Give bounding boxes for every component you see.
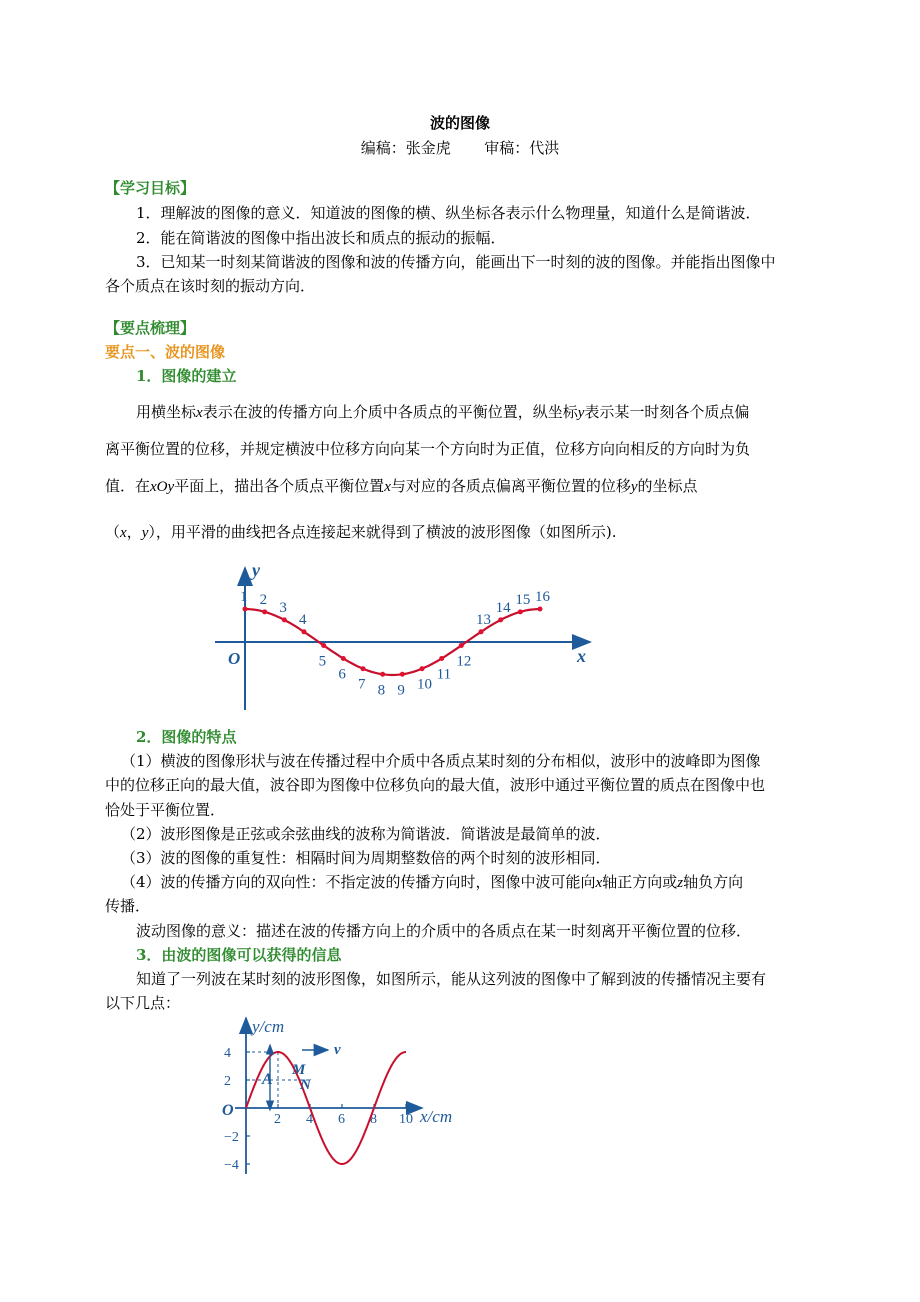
wave-point <box>479 629 484 634</box>
origin-label: O <box>228 649 241 668</box>
feature-line: （1）横波的图像形状与波在传播过程中介质中各质点某时刻的分布相似，波形中的波峰即为图像 <box>121 752 761 770</box>
origin-label: O <box>222 1102 234 1119</box>
feature-line: 恰处于平衡位置． <box>105 801 226 819</box>
wave-point-label: 4 <box>299 611 307 628</box>
wave-point-label: 2 <box>259 591 268 608</box>
wave-point-label: 16 <box>535 589 550 605</box>
paragraph-line: 离平衡位置的位移，并规定横波中位移方向向某一个方向时为正值，位移方向向相反的方向时为负 <box>105 440 751 458</box>
wave-point <box>400 672 405 677</box>
y-tick-label: 4 <box>224 1046 231 1061</box>
goal-item: 1．理解波的图像的意义．知道波的图像的横、纵坐标各表示什么物理量，知道什么是简谐波． <box>136 204 761 222</box>
wave-point <box>439 656 444 661</box>
summary-heading: 【要点梳理】 <box>105 319 196 337</box>
paragraph-line: 值．在xOy平面上，描出各个质点平衡位置x与对应的各质点偏离平衡位置的位移y的坐标点 <box>105 477 698 495</box>
goal-item: 3．已知某一时刻某简谐波的图像和波的传播方向，能画出下一时刻的波的图像。并能指出图像中 <box>136 253 776 271</box>
paragraph-line: （x，y），用平滑的曲线把各点连接起来就得到了横波的波形图像（如图所示). <box>105 523 617 541</box>
wave-point-label: 13 <box>476 611 491 628</box>
wave-figure-1 <box>210 560 600 720</box>
wave-point <box>341 656 346 661</box>
wave-figure-2 <box>210 1012 470 1182</box>
y-tick-label: 2 <box>224 1074 231 1089</box>
wave-point <box>302 629 307 634</box>
x-tick-label: 10 <box>399 1112 413 1127</box>
point-n-label: N <box>300 1077 311 1093</box>
wave-point <box>459 643 464 648</box>
wave-point <box>321 643 326 648</box>
feature-line: 传播． <box>105 897 151 915</box>
feature-line: （3）波的图像的重复性：相隔时间为周期整数倍的两个时刻的波形相同． <box>121 849 611 867</box>
reviewer: 审稿：代洪 <box>484 139 560 157</box>
y-tick-label: −4 <box>224 1158 239 1173</box>
wave-point-label: 12 <box>456 653 472 670</box>
wave-point <box>420 666 425 671</box>
wave-point <box>243 607 248 612</box>
feature-line: 中的位移正向的最大值，波谷即为图像中位移负向的最大值，波形中通过平衡位置的质点在图像中也 <box>105 776 766 794</box>
y-axis-label: y <box>252 560 260 580</box>
sub3-heading: 3．由波的图像可以获得的信息 <box>136 946 342 964</box>
wave-point-label: 5 <box>318 653 327 670</box>
x-tick-label: 6 <box>338 1112 345 1127</box>
meaning-line: 波动图像的意义：描述在波的传播方向上的介质中的各质点在某一时刻离开平衡位置的位移． <box>136 922 752 940</box>
wave-point <box>538 607 543 612</box>
wave-point-label: 11 <box>436 666 452 683</box>
info-line: 以下几点： <box>105 994 181 1012</box>
x-tick-label: 4 <box>306 1112 313 1127</box>
wave-point <box>498 617 503 622</box>
wave-point-label: 1 <box>240 589 248 605</box>
wave-point <box>518 609 523 614</box>
wave-point <box>262 609 267 614</box>
wave-point-label: 7 <box>358 676 366 693</box>
wave-point-label: 8 <box>377 682 386 699</box>
velocity-label: v <box>334 1042 341 1058</box>
x-axis-label: x <box>577 646 586 666</box>
goal-item: 各个质点在该时刻的振动方向． <box>105 277 316 295</box>
y-tick-label: −2 <box>224 1130 239 1145</box>
byline <box>0 138 920 158</box>
paragraph-line: 用横坐标x表示在波的传播方向上介质中各质点的平衡位置，纵坐标y表示某一时刻各个质点偏 <box>136 403 750 421</box>
sub2-heading: 2．图像的特点 <box>136 728 237 746</box>
editor: 编稿：张金虎 <box>360 139 451 157</box>
feature-line: （4）波的传播方向的双向性：不指定波的传播方向时，图像中波可能向x轴正方向或z轴负方向 <box>121 873 744 891</box>
x-tick-label: 2 <box>274 1112 281 1127</box>
wave-point-label: 9 <box>397 682 405 699</box>
wave-point-label: 10 <box>417 676 432 693</box>
wave-point <box>361 666 366 671</box>
wave-point-label: 14 <box>495 599 511 616</box>
wave-point <box>282 617 287 622</box>
wave-point <box>380 672 385 677</box>
goal-item: 2．能在简谐波的图像中指出波长和质点的振动的振幅． <box>136 229 506 247</box>
wave-point-label: 3 <box>279 599 287 616</box>
wave-point-label: 15 <box>515 591 531 608</box>
x-axis-label: x/cm <box>420 1107 453 1126</box>
info-line: 知道了一列波在某时刻的波形图像，如图所示，能从这列波的图像中了解到波的传播情况主要有 <box>136 970 767 988</box>
feature-line: （2）波形图像是正弦或余弦曲线的波称为简谐波．简谐波是最简单的波． <box>121 825 611 843</box>
wave-point-label: 6 <box>338 666 346 683</box>
point-m-label: M <box>292 1062 306 1078</box>
x-tick-label: 8 <box>370 1112 377 1127</box>
amplitude-label: A <box>262 1071 273 1088</box>
sub1-heading: 1．图像的建立 <box>136 367 237 385</box>
goals-heading: 【学习目标】 <box>105 179 196 197</box>
page-title: 波的图像 <box>429 114 490 132</box>
y-axis-label: y/cm <box>252 1017 285 1036</box>
point1-heading: 要点一、波的图像 <box>105 343 226 361</box>
